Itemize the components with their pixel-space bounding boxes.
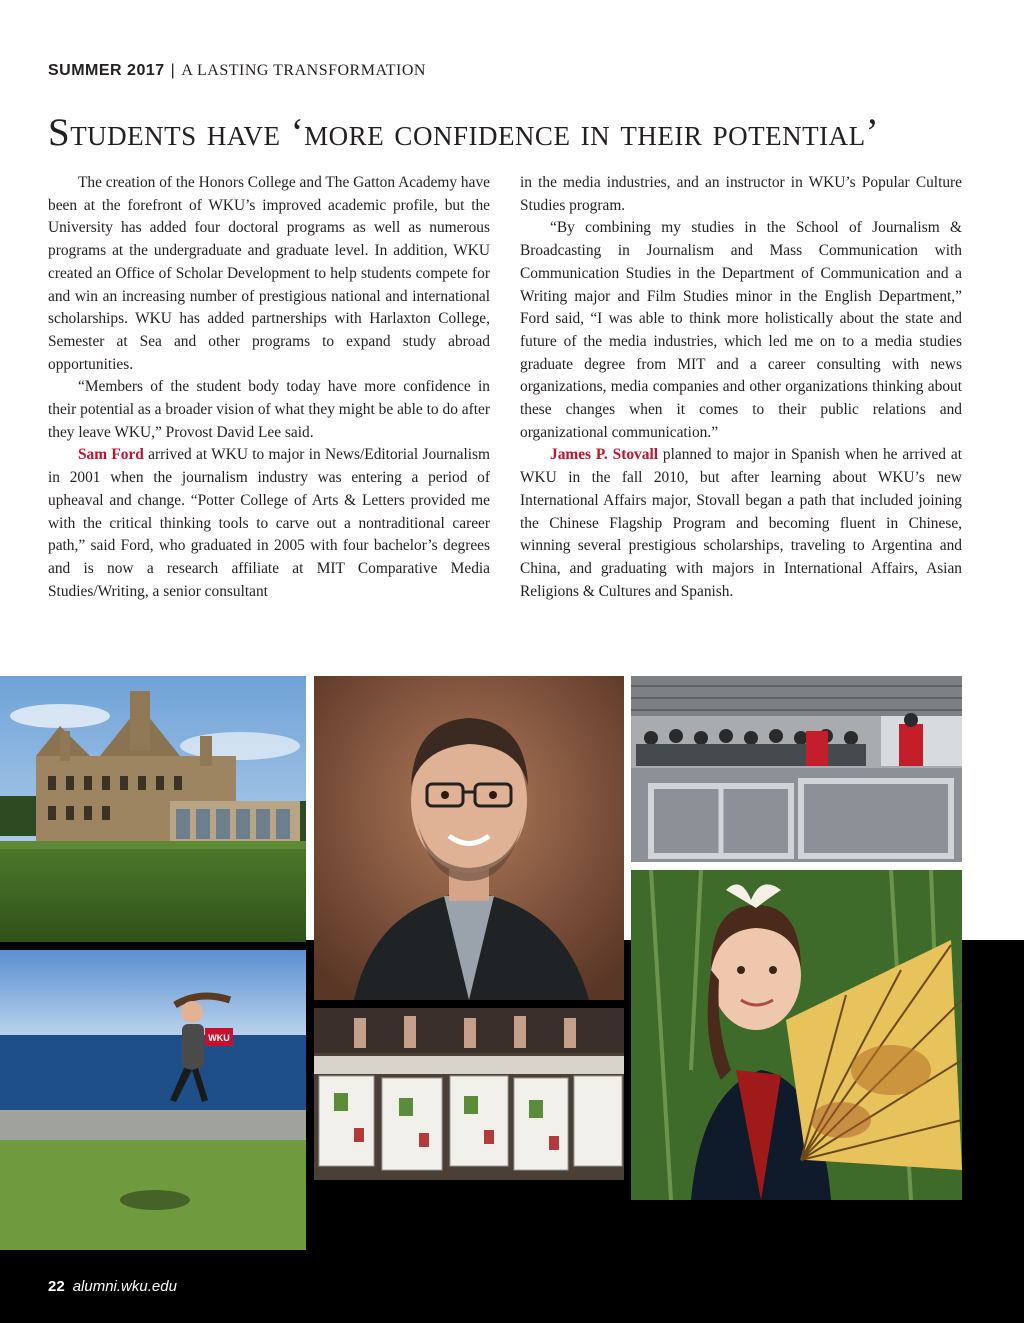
person-name-james-stovall: James P. Stovall [550,446,658,464]
photo-research-posters [314,1008,624,1180]
section-title: A LASTING TRANSFORMATION [181,62,426,79]
photo-student-jumping-coast [0,950,306,1250]
article-column-left [48,172,490,603]
paragraph: “Members of the student body today have more confidence in their potential as a broader vision of what they might be able to do after they leave WKU,” Provost David Lee said. [48,378,490,441]
photo-harlaxton-manor [0,676,306,942]
paragraph: “By combining my studies in the School of Journalism & Broadcasting in Journalism and Mass Communication with Communication Studies in the Department of Communication and a Writing major and Film Studies minor in the English Department,” Ford said, “I was able to think more holistically about the state and future of the media industries, which led me on to a media studies graduate degree from MIT and a career consulting with news organizations, media companies and other organizations thinking about these changes when it comes to their public relations and organizational communication.” [520,219,962,441]
wku-sign-text: WKU [208,1033,230,1043]
article-headline: Students have ‘more confidence in their potential’ [48,111,880,154]
footer-url: alumni.wku.edu [72,1278,177,1295]
page-footer [48,1278,177,1295]
paragraph: in the media industries, and an instructor in WKU’s Popular Culture Studies program. [520,174,962,214]
photo-students-workshop [631,676,962,862]
header-separator: | [170,62,176,79]
paragraph [48,444,490,603]
paragraph [520,444,962,603]
photo-james-stovall-fan [631,870,962,1200]
paragraph-text: planned to major in Spanish when he arrived at WKU in the fall 2010, but after learning about WKU’s new International Affairs major, Stovall began a path that included joining the Chinese Flagship Program and becoming fluent in Chinese, winning several prestigious scholarships, traveling to Argentina and China, and graduating with majors in International Affairs, Asian Religions & Cultures and Spanish. [520,446,962,600]
page-number: 22 [48,1278,65,1295]
photo-sam-ford-portrait [314,676,624,1000]
paragraph-text: arrived at WKU to major in News/Editorial Journalism in 2001 when the journalism industry was entering a period of upheaval and change. “Potter College of Arts & Letters provided me with the critical thinking tools to carve out a nontraditional career path,” said Ford, who graduated in 2005 with four bachelor’s degrees and is now a research affiliate at MIT Comparative Media Studies/Writing, a senior consultant [48,446,490,600]
issue-header [48,62,426,80]
issue-season: SUMMER 2017 [48,62,165,79]
paragraph: The creation of the Honors College and The Gatton Academy have been at the forefront of WKU’s improved academic profile, but the University has added four doctoral programs as well as numerous programs at the undergraduate and graduate level. In addition, WKU created an Office of Scholar Development to help students compete for and win an increasing number of prestigious national and international scholarships. WKU has added partnerships with Harlaxton College, Semester at Sea and other programs to expand study abroad opportunities. [48,174,490,373]
article-column-right [520,172,962,603]
person-name-sam-ford: Sam Ford [78,446,144,464]
